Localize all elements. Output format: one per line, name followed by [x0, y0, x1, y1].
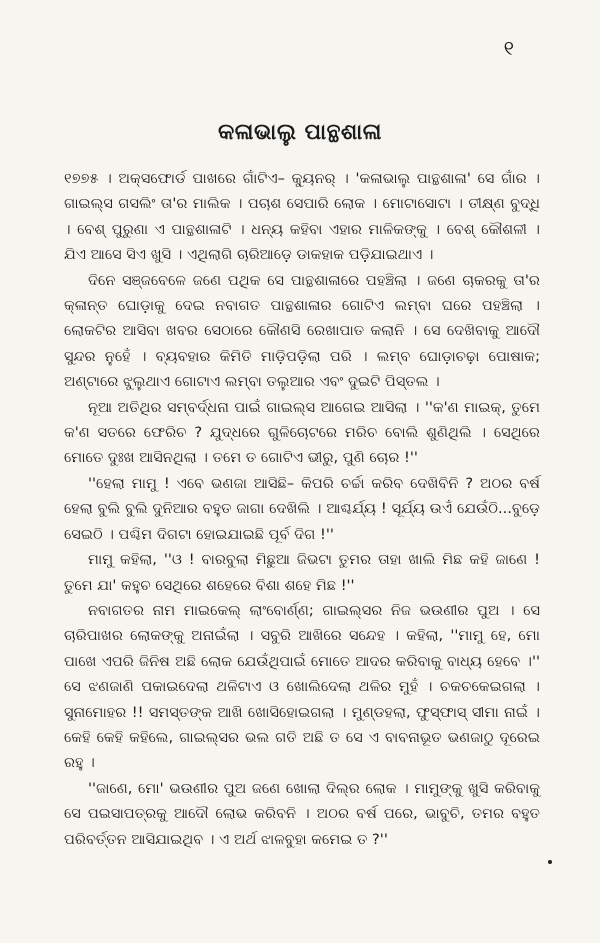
paragraph-4: ''ହେଲା ମାମୁ ! ଏବେ ଭଣଜା ଆସିଛି– କିପରି ଚର୍ଚ୍ଚା କରିବ ଦେଖିବିନି ? ଅଠର ବର୍ଷ ହେଲା ବୁଲି ବୁଲି ଦୁନିଆର ବହୁତ ଜାଗା ଦେଖିଲି । ଆଶ୍ଚର୍ଯ୍ୟ ! ସୂର୍ଯ୍ୟ ଉଏଁ ଯେଉଁଠି...ବୁଡ଼େ ସେଇଠି । ପଶ୍ଚିମ ଦିଗଟା ହୋଇଯାଇଛି ପୂର୍ବ ଦିଗ !'' — [64, 474, 540, 543]
paragraph-1: ୧୭୭୫ । ଅକ୍ସଫୋର୍ଡ ପାଖରେ ଗାଁଟିଏ– କ୍ୟୁନର୍ । 'କଳାଭାଲୁ ପାନ୍ଥଶାଳା' ସେ ଗାଁର । ଗାଇଲ୍ସ ଗସଲିଂ ତା'ର ମାଲିକ । ପଚାଶ ସେପାରି ଲୋକ । ମୋଟାସୋଟା । ତୀକ୍ଷ୍ଣ ବୁଦ୍ଧି । ବେଶ୍ ପୁରୁଣା ଏ ପାନ୍ଥଶାଳାଟି । ଧନ୍ୟ କହିବା ଏହାର ମାଳିକଙ୍କୁ । ବେଶ୍ କୌଶଳୀ । ଯିଏ ଆସେ ସିଏ ଖୁସି । ଏଥିଲାଗି ଚାରିଆଡ଼େ ଡାକହାକ ପଡ଼ିଯାଇଥାଏ । — [64, 170, 540, 264]
paragraph-5: ମାମୁ କହିଲା, ''ଓ ! ବାରବୁଲା ମିଛୁଆ ଜିଭଟା ତୁମର ତାହା ଖାଲି ମିଛ କହି ଜାଣେ ! ତୁମେ ଯା' କହୁଚ ସେଥିରେ ଶହେରେ ବିଶା ଶହେ ମିଛ !'' — [64, 551, 540, 594]
body-text — [64, 166, 540, 852]
paragraph-3: ନୂଆ ଅତିଥିର ସମ୍ବର୍ଦ୍ଧନା ପାଇଁ ଗାଇଲ୍ସ ଆଗେଇ ଆସିଲା । ''କ'ଣ ମାଇକ୍, ତୁମେ କ'ଣ ସତରେ ଫେରିଚ ? ଯୁଦ୍ଧରେ ଗୁଳିଚୋଟରେ ମରିଚ ବୋଲି ଶୁଣିଥିଲି । ସେଥିରେ ମୋତେ ଦୁଃଖ ଆସିନଥିଲା । ତମେ ତ ଗୋଟିଏ ଭୀରୁ, ପୁଣି ଚୋର !'' — [64, 398, 540, 467]
paragraph-6: ନବାଗତର ନାମ ମାଇକେଲ୍ ଲାଂବୋର୍ଣ୍ଣ; ଗାଇଲ୍ସର ନିଜ ଭଉଣୀର ପୁଅ । ସେ ଚାରିପାଖର ଲୋକଙ୍କୁ ଅନାଇଁଲା । ସବୁରି ଆଖିରେ ସନ୍ଦେହ । କହିଲା, ''ମାମୁ ହେ, ମୋ ପାଖେ ଏପରି ଜିନିଷ ଅଛି ଲୋକ ଯେଉଁଥିପାଇଁ ମୋତେ ଆଦର କରିବାକୁ ବାଧ୍ୟ ହେବେ ।'' ସେ ଝଣଜାଣି ପକାଇଦେଲା ଥଳିଟାଏ ଓ ଖୋଲିଦେଲା ଥଳିର ମୁହଁ । ଚକଚକେଇଗଲା । ସୁନାମୋହର !! ସମସ୍ତଙ୍କ ଆଖି ଖୋସିହୋଇଗଲା । ମୁଣ୍ଡହଲା, ଫୁସ୍‌ଫାସ୍ ସୀମା ନାଇଁ । କେହି କେହି କହିଲେ, ଗାଇଲ୍ସର ଭଲ ଗତି ଅଛି ତ ସେ ଏ ବାବନାଭୂତ ଭଣଜାଠୁ ଦୂରେଇ ରହୁ । — [64, 601, 540, 772]
page-number: ୧ — [503, 36, 514, 60]
paragraph-2: ଦିନେ ସଞ୍ଜବେଳେ ଜଣେ ପଥିକ ସେ ପାନ୍ଥଶାଳାରେ ପହଞ୍ଚିଲା । ଜଣେ ଚାକରକୁ ତା'ର କ୍ଳାନ୍ତ ଘୋଡ଼ାକୁ ଦେଇ ନବାଗତ ପାନ୍ଥଶାଳାର ଗୋଟିଏ ଲମ୍ବା ଘରେ ପହଞ୍ଚିଲା । ଲୋକଟିର ଆସିବା ଖବର ସେଠାରେ କୌଣସି ରେଖାପାତ କଲାନି । ସେ ଦେଖିବାକୁ ଆଦୌ ସୁନ୍ଦର ନୁହେଁ । ବ୍ୟବହାର କିମିତି ମାଡ଼ିପଡ଼ିଲା ପରି । ଲମ୍ବ ଘୋଡ଼ାଚଢ଼ା ପୋଷାକ; ଅଣ୍ଟାରେ ଝୁଲୁଥାଏ ଗୋଟାଏ ଲମ୍ବା ତଲୁଆର ଏବଂ ଦୁଇଟି ପିସ୍ତଲ । — [64, 271, 540, 391]
chapter-title: କଳାଭାଲୁ ପାନ୍ଥଶାଳା — [218, 120, 382, 145]
ink-speck — [548, 860, 552, 864]
paragraph-7: ''ଜାଣେ, ମୋ' ଭଉଣୀର ପୁଅ ଜଣେ ଖୋଲା ଦିଲ୍‌ର ଲୋକ । ମାମୁଙ୍କୁ ଖୁସି କରିବାକୁ ସେ ପଇସାପତ୍ରକୁ ଆଦୌ ଲୋଭ କରିବନି । ଅଠର ବର୍ଷ ପରେ, ଭାବୁଚି, ତମର ବହୁତ ପରିବର୍ତ୍ତନ ଆସିଯାଇଥିବ । ଏ ଅର୍ଥ ଝାଳବୁହା କମେଇ ତ ?'' — [64, 779, 540, 848]
